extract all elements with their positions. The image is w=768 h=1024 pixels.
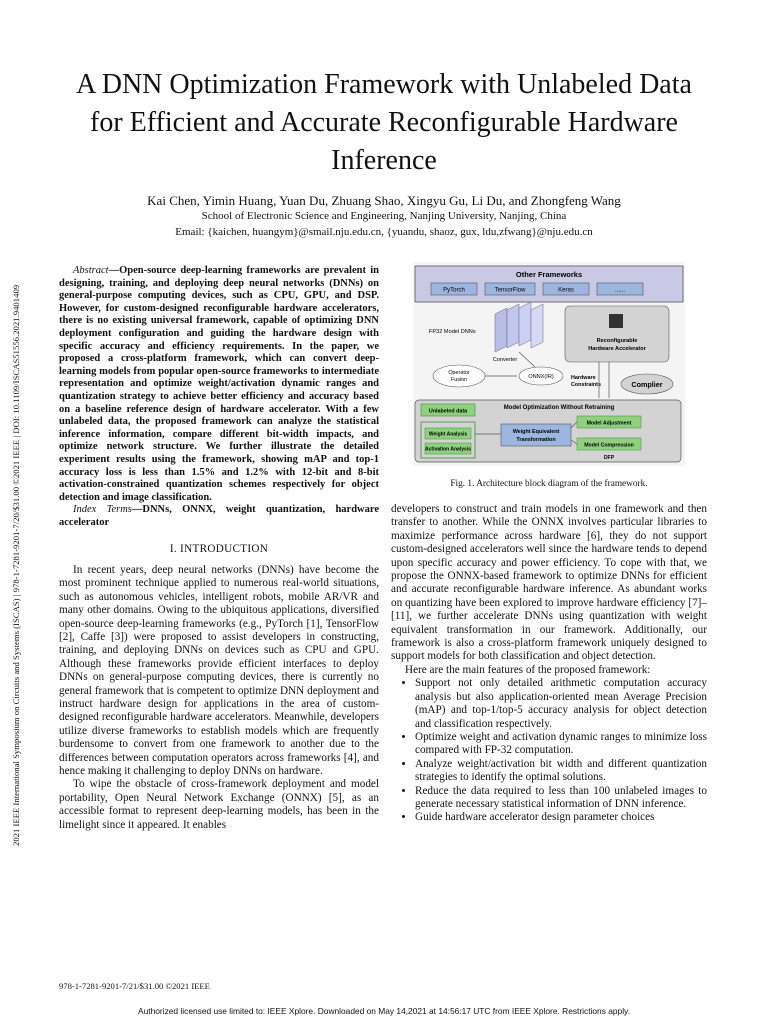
email-line: Email: {kaichen, huangym}@smail.nju.edu.cn, {yuandu, shaoz, gux, ldu,zfwang}@nju.edu.cn [175, 226, 593, 238]
fw-label-keras: Keras [558, 287, 574, 294]
abstract [59, 265, 379, 504]
paper-title: A DNN Optimization Framework with Unlabeled Data for Efficient and Accurate Reconfigurable Hardware Inference [76, 69, 692, 176]
author-list: Kai Chen, Yimin Huang, Yuan Du, Zhuang Shao, Xingyu Gu, Li Du, and Zhongfeng Wang [147, 193, 621, 208]
accelerator-label-line2: Hardware Accelerator [588, 346, 646, 352]
model-optimization-title: Model Optimization Without Retraining [503, 405, 615, 411]
index-terms [59, 504, 379, 529]
fw-label-pytorch: PyTorch [443, 287, 465, 294]
abstract-lead: Abstract [73, 265, 109, 276]
affiliation: School of Electronic Science and Engineering, Nanjing University, Nanjing, China [201, 210, 567, 222]
feature-item: • Analyze weight/activation bit width and different quantization strategies to identify the optimal solutions. [415, 758, 707, 785]
fp32-model-label: FP32 Model DNNs [429, 329, 476, 335]
weight-equivalent-label-1: Weight Equivalent [512, 429, 560, 435]
side-note: 2021 IEEE International Symposium on Circuits and Systems (ISCAS) | 978-1-7281-9201-7/20/$31.00 ©2021 IEEE | DOI: 10.1109/ISCAS51556.2021.9401409 [11, 284, 21, 846]
left-column [59, 265, 379, 832]
fw-label-tensorflow: TensorFlow [494, 287, 526, 294]
index-terms-text: —DNNs, ONNX, weight quantization, hardware accelerator [59, 504, 379, 528]
onnx-label: ONNX(IR) [528, 374, 554, 380]
dfp-label: DFP [603, 455, 615, 461]
hw-constraints-label-2: Constraints [571, 382, 601, 388]
complier-label: Complier [631, 380, 663, 389]
unlabeled-data-label: Unlabeled data [428, 408, 468, 415]
feature-item: • Optimize weight and activation dynamic ranges to minimize loss compared with FP-32 computation. [415, 731, 707, 758]
weight-equivalent-label-2: Transformation [516, 437, 556, 443]
operator-fusion-node [433, 365, 485, 387]
abstract-text: —Open-source deep-learning frameworks are prevalent in designing, training, and deploying deep neural networks (DNNs) on general-purpose computing devices, such as CPU, GPU, and DSP. However, for custom-designed reconfigurable hardware accelerators, there is no existing universal framework, capable of optimizing DNN deployment configuration and guiding the hardware design with specific accuracy and efficiency requirements. In the paper, we proposed a cross-platform framework, which can convert deep-learning models from popular open-source frameworks to intermediate representation and optimize weight/activation dynamic ranges and quantization strategy to achieve better efficiency and accuracy based on a baseline reference design of hardware accelerator. With a few unlabeled data, the proposed framework can analyze the statistical inference information, compare different bit-width impacts, and optimize network structure. We further illustrate the detailed experiment results using the framework, showing mAP and top-1 accuracy loss is less than 1.5% and 1.2% with 12-bit and 8-bit activation-constrained quantization schemes respectively for object detection and image classification. [59, 265, 379, 503]
side-metadata-strip [2, 176, 26, 846]
operator-fusion-label-1: Operator [448, 370, 470, 376]
chip-icon [609, 314, 623, 328]
feature-item: • Guide hardware accelerator design parameter choices [415, 811, 707, 824]
intro-paragraph-3: developers to construct and train models in one framework and then transfer to another. While the ONNX involves particular libraries to maximize performance across hardware [6], they do not support custom-designed accelerators well since the hardware tends to depend upon specific accuracy and power efficiency. To cope with that, we propose the ONNX-based framework to optimize DNNs for efficient and accurate reconfigurable hardware inference. As abundant works on quantizing have been explored to improve hardware efficiency [7]–[11], we further accelerate DNNs using quantization with weight equivalent transformation in our framework. Additionally, our framework is also a cross-platform framework uniquely designed to support models for both classification and object detection. [391, 503, 707, 663]
activation-analysis-label: Activation Analysis [425, 446, 471, 453]
footer-authorized-use: Authorized licensed use limited to: IEEE Xplore. Downloaded on May 14,2021 at 14:56:17 UTC from IEEE Xplore. Restrictions apply. [138, 1006, 630, 1016]
model-compression-label: Model Compression [584, 442, 634, 449]
hw-constraints-label-1: Hardware [571, 375, 596, 381]
intro-paragraph-2: To wipe the obstacle of cross-framework deployment and model portability, Open Neural Network Exchange (ONNX) [5], as an accessible format to represent deep-learning models, has been in the limelight since it appeared. It enables [59, 778, 379, 831]
index-terms-lead: Index Terms [73, 504, 132, 516]
intro-paragraph-1: In recent years, deep neural networks (DNNs) have become the most prominent technique applied to numerous real-world situations, such as autonomous vehicles, intelligent robots, mobile AR/VR and many other domains. Owing to the ubiquitous applications, diversified open-source deep-learning frameworks (e.g., PyTorch [1], TensorFlow [2], Caffe [3]) were proposed to assist developers in constructing, training, and deploying DNNs on devices such as CPU and GPU. Although these frameworks provide efficient interfaces to deploy DNNs on general-purpose computing devices, there is currently no general framework that is competent to optimize DNN deployment and instruct hardware design for applications in the area of custom-designed reconfigurable hardware accelerators. Meanwhile, developers utilize diverse frameworks to establish models which are frequently burdensome to convert from one framework to another due to the differences between computation operators across frameworks [4], and hence making it challenging to deploy DNNs on hardware. [59, 563, 379, 777]
feature-list [391, 677, 707, 824]
section-heading-introduction: I. INTRODUCTION [169, 543, 269, 556]
footer-isbn: 978-1-7281-9201-7/21/$31.00 ©2021 IEEE [59, 981, 210, 991]
feature-item: • Reduce the data required to less than 100 unlabeled images to generate necessary statistical information of DNN inference. [415, 785, 707, 812]
weight-analysis-label: Weight Analysis [428, 431, 468, 438]
feature-item: • Support not only detailed arithmetic computation accuracy analysis but also application-oriented mean Average Precision (mAP) and top-1/top-5 accuracy analysis for object detection and classification respectively. [415, 677, 707, 731]
other-frameworks-label: Other Frameworks [515, 270, 583, 279]
figure-architecture-diagram [413, 262, 685, 466]
converter-label: Converter [492, 357, 518, 363]
right-column [391, 503, 707, 825]
operator-fusion-label-2: Fusion [450, 377, 468, 383]
architecture-diagram-svg [413, 262, 685, 466]
intro-paragraph-4: Here are the main features of the proposed framework: [405, 663, 651, 676]
accelerator-label-line1: Reconfigurable [596, 338, 638, 344]
model-adjustment-label: Model Adjustment [586, 420, 632, 427]
fw-label-more: ...... [614, 287, 626, 294]
figure-caption: Fig. 1. Architecture block diagram of the framework. [450, 479, 648, 489]
